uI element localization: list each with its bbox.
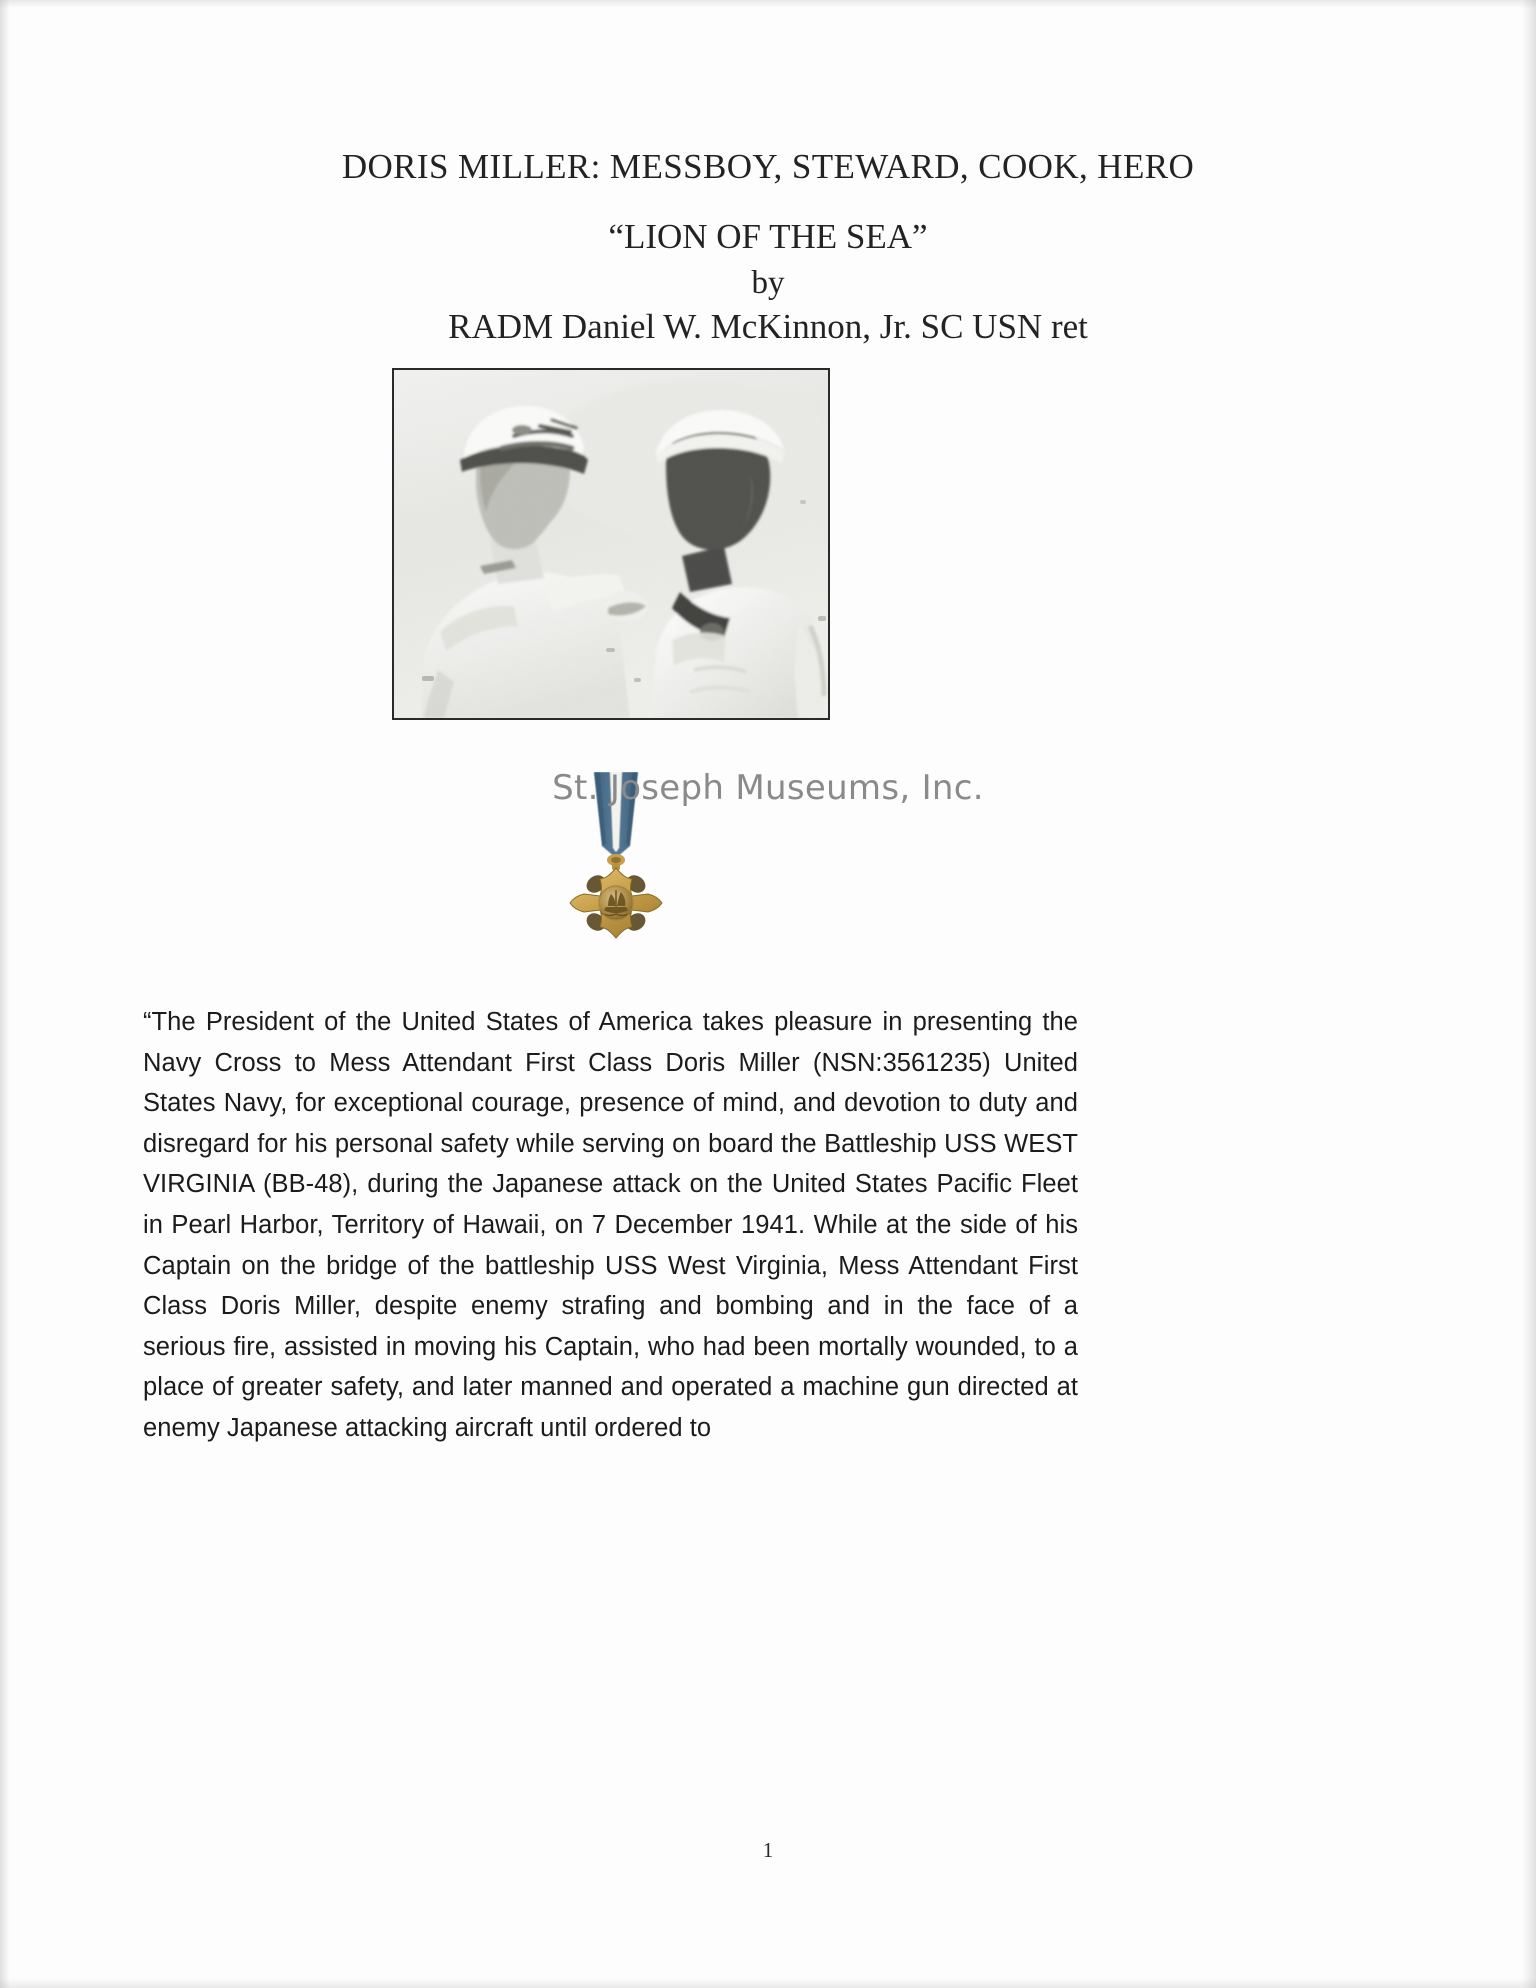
navy-cross-medal xyxy=(556,772,676,962)
byline-by-label: by xyxy=(751,265,785,301)
title-block xyxy=(0,148,1536,346)
scan-edge-bottom xyxy=(0,1978,1536,1988)
byline-author: RADM Daniel W. McKinnon, Jr. SC USN ret xyxy=(448,306,1088,346)
scan-edge-top xyxy=(0,0,1536,8)
page-title: DORIS MILLER: MESSBOY, STEWARD, COOK, HERO xyxy=(341,147,1195,186)
citation-paragraph: “The President of the United States of America takes pleasure in presenting the Navy Cross to Mess Attendant First Class Doris Miller (NSN:3561235) United States Navy, for exceptional courage, presence of mind, and devotion to duty and disregard for his personal safety while serving on board the Battleship USS WEST VIRGINIA (BB-48), during the Japanese attack on the United States Pacific Fleet in Pearl Harbor, Territory of Hawaii, on 7 December 1941. While at the side of his Captain on the bridge of the battleship USS West Virginia, Mess Attendant First Class Doris Miller, despite enemy strafing and bombing and in the face of a serious fire, assisted in moving his Captain, who had been mortally wounded, to a place of greater safety, and later manned and operated a machine gun directed at enemy Japanese attacking aircraft until ordered to xyxy=(143,1008,1078,1442)
photograph-image xyxy=(394,370,828,718)
page-subtitle: “LION OF THE SEA” xyxy=(608,216,928,256)
body-text-block xyxy=(143,1002,1078,1449)
navy-cross-medal-image xyxy=(556,772,676,962)
watermark-text: St. Joseph Museums, Inc. xyxy=(552,768,984,808)
historic-photograph xyxy=(392,368,830,720)
page-number: 1 xyxy=(762,1838,774,1862)
